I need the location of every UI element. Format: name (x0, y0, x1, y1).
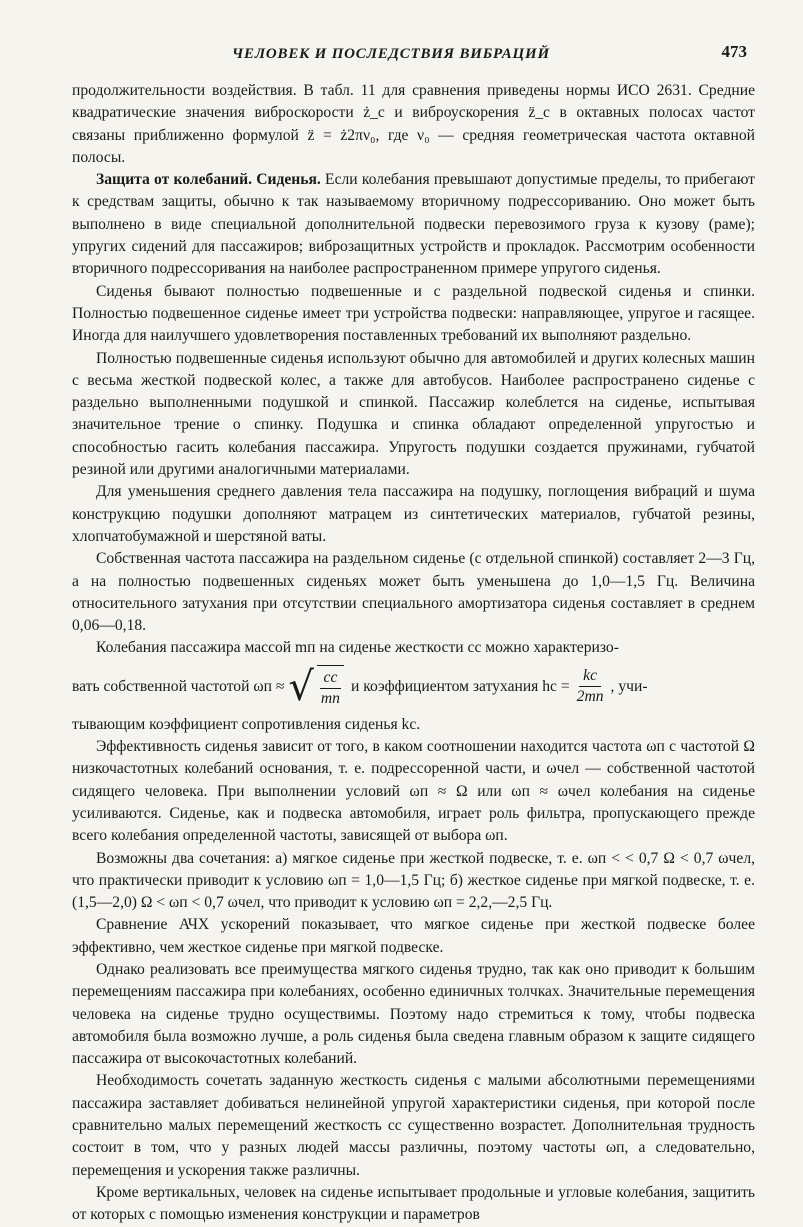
formula-text: и коэффициентом затухания hc = (350, 677, 570, 695)
paragraph: Кроме вертикальных, человек на сиденье испытывает продольные и угловые колебания, защитить от которых с помощью изменения конструкции и параметров (72, 1183, 755, 1224)
paragraph: Однако реализовать все преимущества мягкого сиденья трудно, так как оно приводит к большим перемещениям пассажира при колебаниях, особенно единичных толчках. Значительные перемещения человека на сиденье трудно осуществимы. Поэтому надо стремиться к тому, чтобы подвеска автомобиля была возможно лучше, а роль сиденья была сведена главным образом к защите сидящего пассажира от высокочастотных колебаний. (72, 960, 755, 1068)
page-header (72, 40, 755, 80)
paragraph: Эффективность сиденья зависит от того, в каком соотношении находится частота ωп с частотой Ω низкочастотных колебаний основания, т. е. подрессоренной части, и ωчел — собственной частотой сидящего человека. При выполнении условий ωп ≈ Ω или ωп ≈ ωчел колебания на сиденье усиливаются. Сиденье, как и подвеска автомобиля, играет роль фильтра, пропускающего прежде всего колебания определенной частоты, зависящей от выбора ωп. (72, 738, 755, 845)
paragraph: Сиденья бывают полностью подвешенные и с раздельной подвеской сиденья и спинки. Полностью подвешенное сиденье имеет три устройства подвески: направляющее, упругое и гасящее. Иногда для наилучшего удовлетворения поставленных требований их выполняют раздельно. (72, 282, 755, 345)
paragraph: Колебания пассажира массой mп на сиденье жесткости cc можно характеризо- (96, 639, 619, 657)
paragraph: Необходимость сочетать заданную жесткость сиденья с малыми абсолютными перемещениями пассажира заставляет добиваться нелинейной упругой характеристики сиденья, при которой после сравнительно малых перемещений жесткость cc существенно возрастет. Дополнительная трудность состоит в том, что у разных людей массы различны, поэтому частоты ωп, а следовательно, перемещения и ускорения также различны. (72, 1072, 755, 1179)
square-root (288, 665, 347, 709)
paragraph-text: Если колебания превышают допустимые пределы, то прибегают к средствам защиты, обычно к так называемому вторичному подрессориванию. Оно может быть выполнено в виде специальной дополнительной подвески перевозимого груза к кузову (раме); упругих сидений для пассажиров; виброзащитных устройств и прокладок. Рассмотрим особенности вторичного подрессоривания на наиболее распространенном примере упругого сиденья. (72, 171, 755, 278)
page-body (72, 80, 755, 1227)
fraction (317, 665, 344, 709)
fraction-denominator: mп (320, 689, 340, 707)
paragraph (72, 169, 755, 280)
fraction-numerator: kc (579, 666, 601, 687)
paragraph: Сравнение АЧХ ускорений показывает, что мягкое сиденье при жесткой подвеске более эффективно, чем жесткое сиденье при мягкой подвеске. (72, 916, 755, 956)
formula-text: вать собственной частотой ωп ≈ (72, 677, 285, 695)
radical-sign: √ (288, 663, 314, 710)
formula-text: , учи- (610, 677, 648, 695)
formula-line (72, 660, 755, 714)
paragraph: Для уменьшения среднего давления тела пассажира на подушку, поглощения вибраций и шума конструкцию подушки дополняют матрацем из синтетических материалов, губчатой резины, хлопчатобумажной и шерстяной ваты. (72, 483, 755, 545)
fraction (573, 666, 608, 707)
paragraph: Собственная частота пассажира на раздельном сиденье (с отдельной спинкой) составляет 2—3 Гц, а на полностью подвешенных сиденьях может быть уменьшена до 1,0—1,5 Гц. Величина относительного затухания при отсутствии специального амортизатора сиденья составляет в среднем 0,06—0,18. (72, 550, 755, 635)
paragraph: тывающим коэффициент сопротивления сиденья kc. (72, 715, 421, 733)
running-title: ЧЕЛОВЕК И ПОСЛЕДСТВИЯ ВИБРАЦИЙ (232, 46, 550, 62)
section-lead: Защита от колебаний. Сиденья. (96, 171, 321, 189)
paragraph: Полностью подвешенные сиденья используют обычно для автомобилей и других колесных машин с весьма жесткой подвеской колес, а также для автобусов. Наиболее распространено сиденье с раздельно выполненными подушкой и спинкой. Пассажир колеблется на сиденье, испытывая значительное трение о спинку. Подушка и спинка обладают определенной упругостью и способностью гасить колебания пассажира. Упругость подушки создается пружинами, губчатой резиной или другими аналогичными материалами. (72, 349, 755, 479)
page-number: 473 (721, 42, 747, 61)
fraction-numerator: cc (320, 668, 342, 689)
fraction-denominator: 2mп (576, 688, 604, 706)
paragraph: продолжительности воздействия. В табл. 11 для сравнения приведены нормы ИСО 2631. Средние квадратические значения виброскорости ż_c и виброускорения z̈_c в октавных полосах частот связаны приближенно формулой z̈ = ż2πν₀, где ν₀ — средняя геометрическая частота октавной полосы. (72, 82, 755, 166)
paragraph: Возможны два сочетания: а) мягкое сиденье при жесткой подвеске, т. е. ωп < < 0,7 Ω < 0,7 ωчел, что практически приводит к условию ωп = 1,0—1,5 Гц; б) жесткое сиденье при мягкой подвеске, т. е. (1,5—2,0) Ω < ωп < 0,7 ωчел, что приводит к условию ωп = 2,2,—2,5 Гц. (72, 849, 755, 912)
